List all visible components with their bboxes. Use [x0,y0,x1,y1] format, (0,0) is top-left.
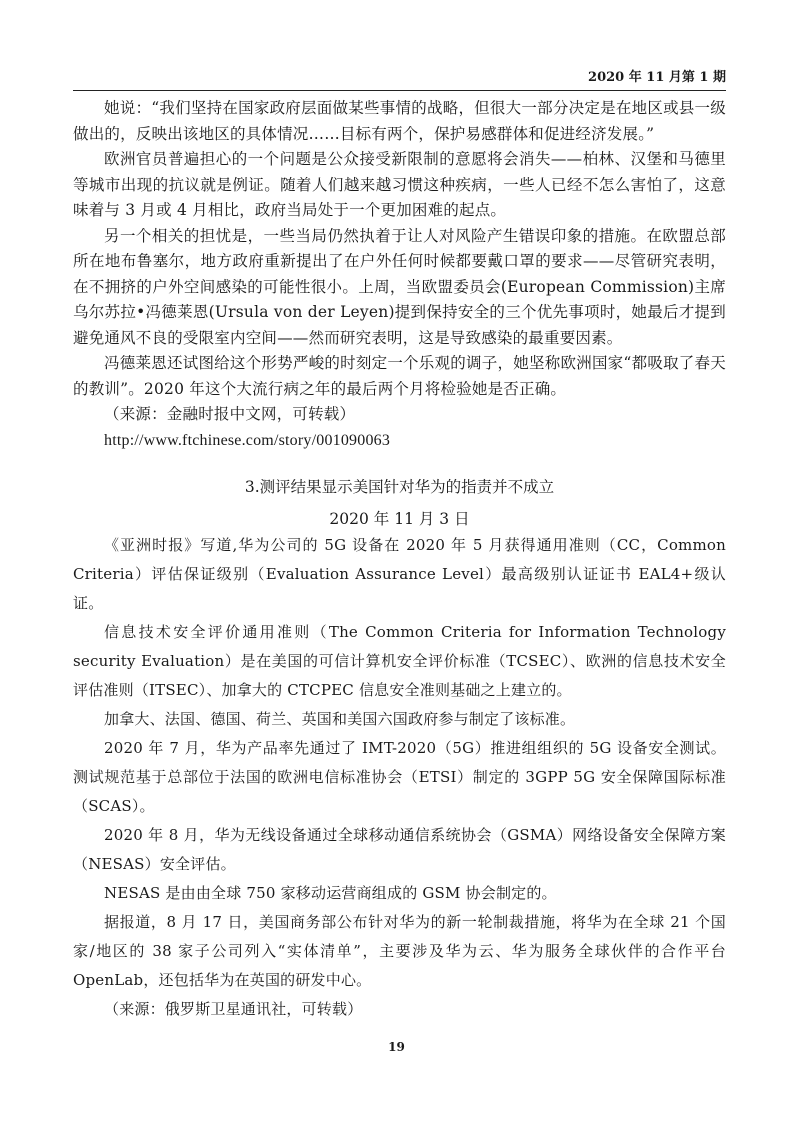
article-title: 3.测评结果显示美国针对华为的指责并不成立 [244,478,555,496]
paragraph: NESAS 是由由全球 750 家移动运营商组成的 GSM 协会制定的。 [104,884,557,902]
article-date: 2020 年 11 月 3 日 [329,510,470,528]
article-body [73,531,726,1024]
header-rule [73,90,726,91]
paragraph: 据报道，8 月 17 日，美国商务部公布针对华为的新一轮制裁措施，将华为在全球 21 个国家/地区的 38 家子公司列入“实体清单”，主要涉及华为云、华为服务全球伙伴的合作平台 OpenLab，还包括华为在英国的研发中心。 [73,913,726,989]
paragraph: 她说：“我们坚持在国家政府层面做某些事情的战略，但很大一部分决定是在地区或县一级做出的，反映出该地区的具体情况……目标有两个，保护易感群体和促进经济发展。” [73,99,726,143]
source-note: （来源：金融时报中文网，可转载） [104,405,356,423]
previous-article-continuation [73,96,726,453]
paragraph: 《亚洲时报》写道,华为公司的 5G 设备在 2020 年 5 月获得通用准则（CC，Common Criteria）评估保证级别（Evaluation Assurance Level）最高级别认证证书 EAL4+级认证。 [73,536,726,612]
paragraph: 2020 年 7 月，华为产品率先通过了 IMT-2020（5G）推进组组织的 5G 设备安全测试。测试规范基于总部位于法国的欧洲电信标准协会（ETSI）制定的 3GPP 5G 安全保障国际标准（SCAS）。 [73,739,726,815]
page-number: 19 [388,1040,405,1054]
source-url: http://www.ftchinese.com/story/001090063 [104,431,391,449]
paragraph: 另一个相关的担忧是，一些当局仍然执着于让人对风险产生错误印象的措施。在欧盟总部所在地布鲁塞尔，地方政府重新提出了在户外任何时候都要戴口罩的要求——尽管研究表明，在不拥挤的户外空间感染的可能性很小。上周，当欧盟委员会(European Commission)主席乌尔苏拉•冯德莱恩(Ursula von der Leyen)提到保持安全的三个优先事项时，她最后才提到避免通风不良的受限室内空间——然而研究表明，这是导致感染的最重要因素。 [73,226,726,347]
paragraph: 欧洲官员普遍担心的一个问题是公众接受新限制的意愿将会消失——柏林、汉堡和马德里等城市出现的抗议就是例证。随着人们越来越习惯这种疾病，一些人已经不怎么害怕了，这意味着与 3 月或 4 月相比，政府当局处于一个更加困难的起点。 [73,150,726,219]
paragraph: 加拿大、法国、德国、荷兰、英国和美国六国政府参与制定了该标准。 [104,710,576,728]
paragraph: 2020 年 8 月，华为无线设备通过全球移动通信系统协会（GSMA）网络设备安全保障方案（NESAS）安全评估。 [73,826,726,873]
source-note: （来源：俄罗斯卫星通讯社，可转载） [104,1000,363,1018]
paragraph: 信息技术安全评价通用准则（The Common Criteria for Information Technology security Evaluation）是在美国的可信计算机安全评价标准（TCSEC）、欧洲的信息技术安全评估准则（ITSEC）、加拿大的 CTCPEC 信息安全准则基础之上建立的。 [73,623,726,699]
paragraph: 冯德莱恩还试图给这个形势严峻的时刻定一个乐观的调子，她坚称欧洲国家“都吸取了春天的教训”。2020 年这个大流行病之年的最后两个月将检验她是否正确。 [73,354,726,398]
issue-header: 2020 年 11 月第 1 期 [588,70,726,85]
page-content [73,96,726,1024]
